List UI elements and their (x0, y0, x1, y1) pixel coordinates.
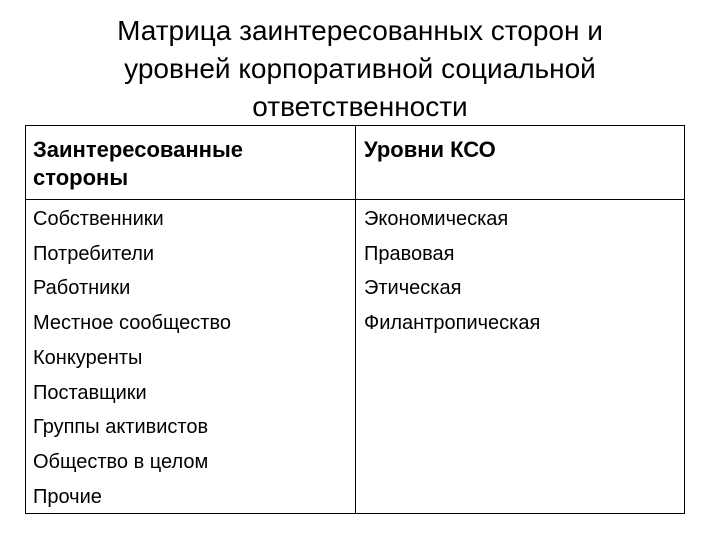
stakeholders-column-header (33, 136, 333, 192)
stakeholder-matrix-table (25, 125, 685, 514)
list-item: Правовая (364, 242, 455, 265)
list-item: Конкуренты (33, 346, 143, 369)
column-divider (355, 126, 356, 513)
list-item: Работники (33, 277, 131, 300)
csr-levels-column-header: Уровни КСО (364, 137, 496, 162)
header-line: стороны (33, 165, 129, 190)
header-line: Заинтересованные (33, 137, 243, 162)
page-title (40, 12, 680, 126)
title-line: уровней корпоративной социальной (124, 53, 596, 84)
list-item: Местное сообщество (33, 312, 231, 335)
list-item: Общество в целом (33, 450, 209, 473)
list-item: Прочие (33, 485, 102, 508)
title-line: ответственности (252, 91, 468, 122)
list-item: Группы активистов (33, 416, 209, 439)
csr-levels-list (364, 202, 540, 341)
list-item: Этическая (364, 277, 462, 300)
list-item: Собственники (33, 208, 164, 230)
stakeholders-list (33, 202, 231, 514)
header-divider (26, 199, 684, 200)
list-item: Экономическая (364, 208, 509, 230)
title-line: Матрица заинтересованных сторон и (117, 15, 603, 46)
list-item: Потребители (33, 242, 155, 265)
list-item: Филантропическая (364, 312, 541, 335)
list-item: Поставщики (33, 381, 147, 404)
